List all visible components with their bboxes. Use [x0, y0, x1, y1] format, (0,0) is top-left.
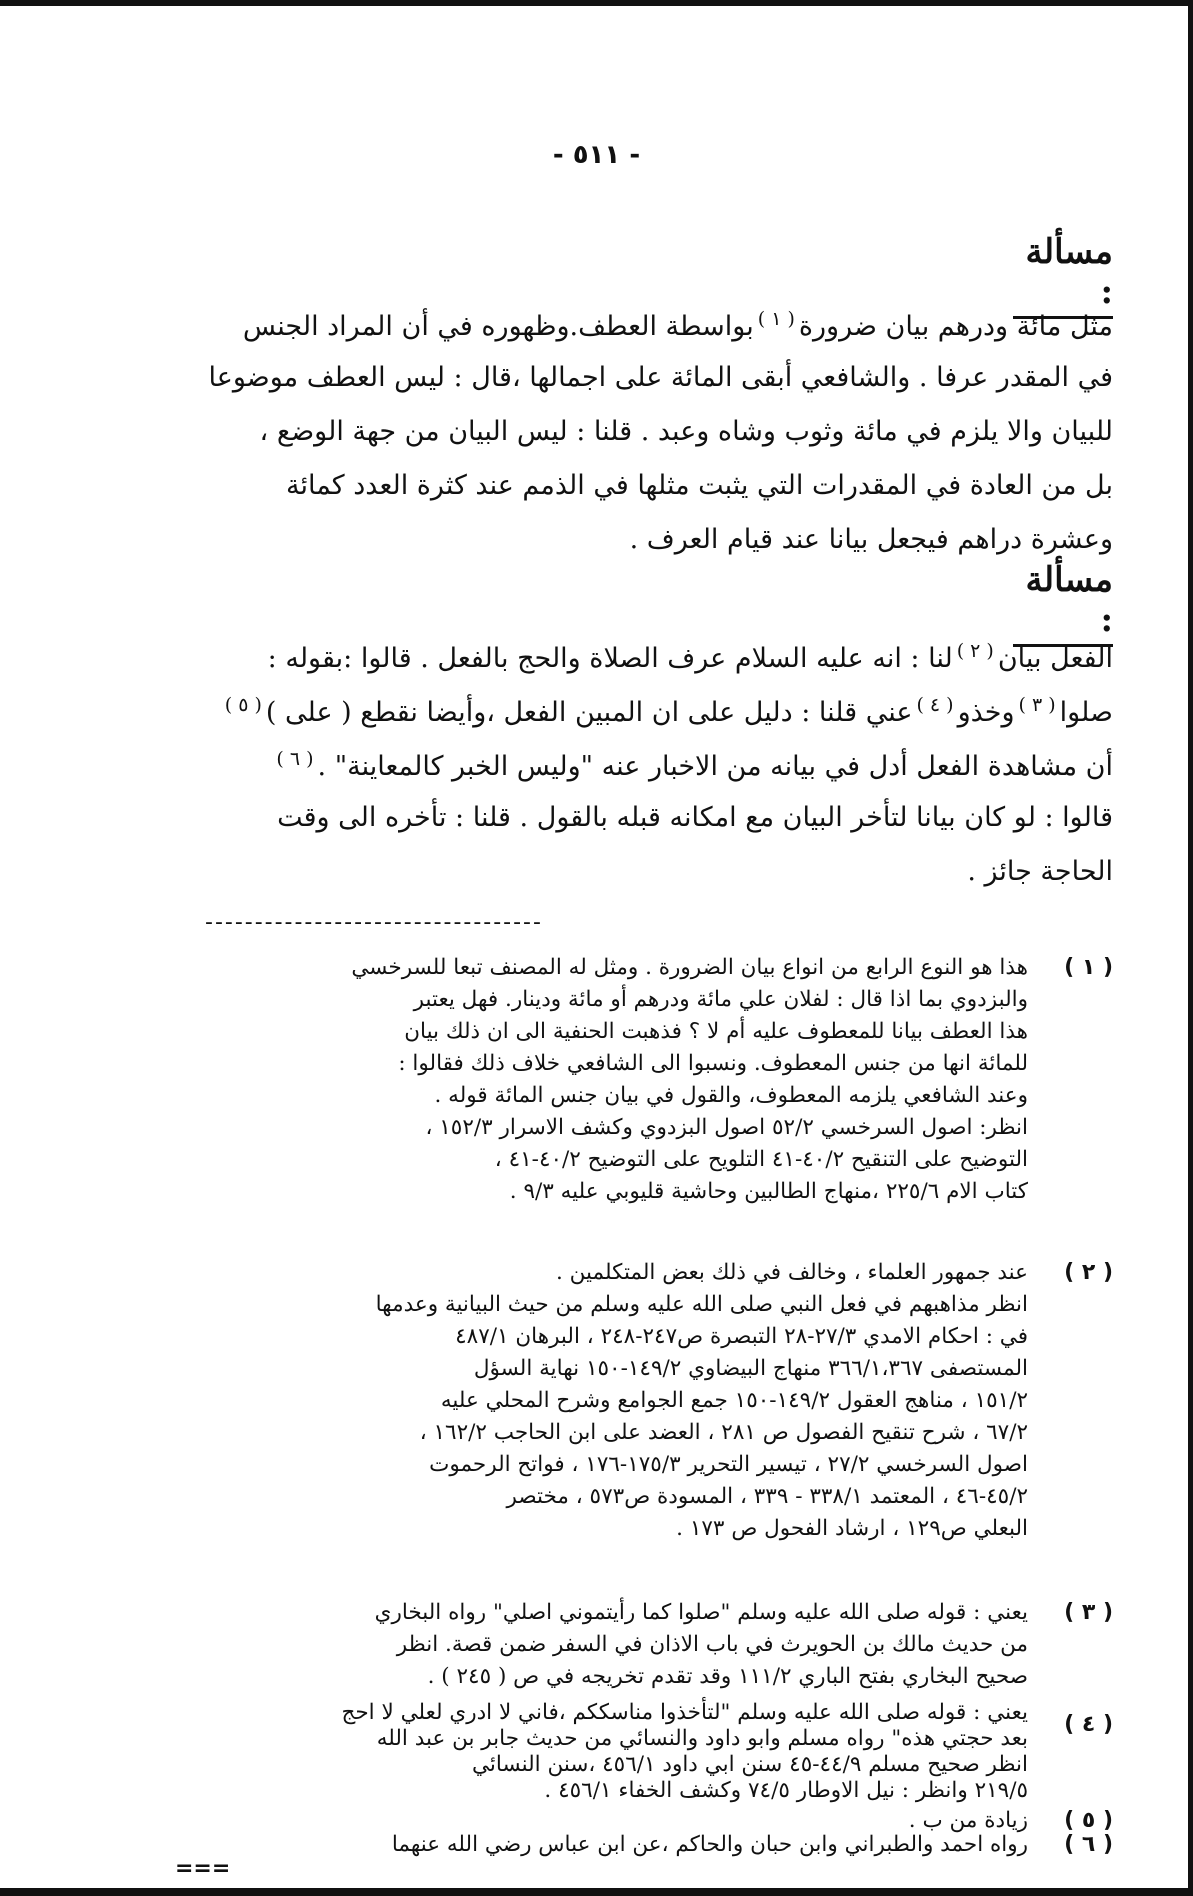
- footnote-number: ( ٢ ): [1064, 1260, 1113, 1285]
- main-text-segment: عني: [865, 697, 913, 728]
- footnote-line: هذا العطف بيانا للمعطوف عليه أم لا ؟ فذهبت الحنفية الى ان ذلك بيان: [404, 1019, 1028, 1044]
- page-number: - ٥١١ -: [552, 140, 641, 170]
- footnote-reference: ( ٥ ): [224, 694, 262, 716]
- footnote-number: ( ٣ ): [1064, 1600, 1113, 1625]
- footnote-number: ( ١ ): [1064, 955, 1113, 980]
- main-text-segment: أن مشاهدة الفعل أدل في بيانه من الاخبار عنه "وليس الخبر كالمعاينة" .: [317, 751, 1113, 782]
- footnote-line: البعلي ص١٢٩ ، ارشاد الفحول ص ١٧٣ .: [676, 1516, 1028, 1541]
- footnote-line: ٦٧/٢ ، شرح تنقيح الفصول ص ٢٨١ ، العضد على ابن الحاجب ١٦٢/٢ ،: [419, 1420, 1028, 1445]
- footnote-line: اصول السرخسي ٢٧/٢ ، تيسير التحرير ١٧٥/٣-١٧٦ ، فواتح الرحموت: [429, 1452, 1028, 1477]
- main-text-line: [113, 748, 1113, 782]
- main-text-segment: الفعل بيان: [997, 643, 1113, 674]
- main-text-segment: قلنا : دليل على ان المبين الفعل ،وأيضا نقطع ( على ): [265, 697, 858, 728]
- scan-border-bottom: [0, 1888, 1193, 1896]
- footnote-reference: ( ٦ ): [276, 748, 314, 770]
- footnote-number: ( ٥ ): [1064, 1808, 1113, 1833]
- footnote-line: انظر مذاهبهم في فعل النبي صلى الله عليه وسلم من حيث البيانية وعدمها: [375, 1292, 1028, 1317]
- main-text-line: [113, 640, 1113, 674]
- main-text-segment: وخذو: [957, 697, 1015, 728]
- footnote-line: يعني : قوله صلى الله عليه وسلم "صلوا كما رأيتموني اصلي" رواه البخاري: [374, 1600, 1028, 1625]
- main-text-segment: بواسطة العطف.وظهوره في أن المراد الجنس: [242, 311, 754, 342]
- footnote-line: من حديث مالك بن الحويرث في باب الاذان في السفر ضمن قصة. انظر: [396, 1632, 1028, 1657]
- scan-border-right: [1188, 0, 1193, 1896]
- main-text-line: للبيان والا يلزم في مائة وثوب وشاه وعبد . قلنا : ليس البيان من جهة الوضع ،: [259, 416, 1113, 447]
- footnote-line: انظر: اصول السرخسي ٥٢/٢ اصول البزدوي وكشف الاسرار ١٥٢/٣ ،: [425, 1115, 1028, 1140]
- footnote-line: زيادة من ب .: [908, 1808, 1028, 1833]
- main-text-segment: مثل مائة ودرهم بيان ضرورة: [798, 311, 1113, 342]
- footnote-line: وعند الشافعي يلزمه المعطوف، والقول في بيان جنس المائة قوله .: [434, 1083, 1028, 1108]
- footnote-line: بعد حجتي هذه" رواه مسلم وابو داود والنسائي من حديث جابر بن عبد الله: [376, 1726, 1028, 1751]
- main-text-segment: صلوا: [1059, 697, 1113, 728]
- scan-border-top: [0, 0, 1193, 6]
- main-text-line: [113, 308, 1113, 342]
- footnote-line: المستصفى ٣٦٦/١،٣٦٧ منهاج البيضاوي ١٤٩/٢-١٥٠ نهاية السؤل: [473, 1356, 1028, 1381]
- footnote-line: انظر صحيح مسلم ٤٤/٩-٤٥ سنن ابي داود ٤٥٦/١ ،سنن النسائي: [471, 1752, 1028, 1777]
- footnote-reference: ( ١ ): [757, 308, 795, 330]
- footnote-line: في : احكام الامدي ٢٧/٣-٢٨ التبصرة ص٢٤٧-٢٤٨ ، البرهان ٤٨٧/١: [455, 1324, 1028, 1349]
- footnote-line: ١٥١/٢ ، مناهج العقول ١٤٩/٢-١٥٠ جمع الجوامع وشرح المحلي عليه: [440, 1388, 1028, 1413]
- footnote-reference: ( ٤ ): [916, 694, 954, 716]
- main-text-segment: لنا : انه عليه السلام عرف الصلاة والحج بالفعل . قالوا :بقوله :: [267, 643, 953, 674]
- footnote-line: هذا هو النوع الرابع من انواع بيان الضرورة . ومثل له المصنف تبعا للسرخسي: [351, 955, 1028, 980]
- main-text-line: [113, 694, 1113, 728]
- footnote-line: للمائة انها من جنس المعطوف. ونسبوا الى الشافعي خلاف ذلك فقالوا :: [398, 1051, 1028, 1076]
- footnote-line: صحيح البخاري بفتح الباري ١١١/٢ وقد تقدم تخريجه في ص ( ٢٤٥ ) .: [427, 1664, 1028, 1689]
- footnote-number: ( ٤ ): [1064, 1712, 1113, 1737]
- footnote-line: التوضيح على التنقيح ٤٠/٢-٤١ التلويح على التوضيح ٤٠/٢-٤١ ،: [494, 1147, 1028, 1172]
- footnote-line: ٢١٩/٥ وانظر : نيل الاوطار ٧٤/٥ وكشف الخفاء ٤٥٦/١ .: [544, 1778, 1028, 1803]
- section-heading-2: مسألة :: [1013, 560, 1113, 647]
- main-text-line: بل من العادة في المقدرات التي يثبت مثلها في الذمم عند كثرة العدد كمائة: [285, 470, 1113, 501]
- footnote-line: يعني : قوله صلى الله عليه وسلم "لتأخذوا مناسككم ،فاني لا ادري لعلي لا احج: [341, 1700, 1028, 1725]
- footnote-line: والبزدوي بما اذا قال : لفلان علي مائة ودرهم أو مائة ودينار. فهل يعتبر: [413, 987, 1028, 1012]
- footnote-reference: ( ٢ ): [956, 640, 994, 662]
- section-heading-1: مسألة :: [1013, 232, 1113, 319]
- footnote-number: ( ٦ ): [1064, 1832, 1113, 1857]
- footnote-reference: ( ٣ ): [1018, 694, 1056, 716]
- footnote-separator: ----------------------------------: [205, 910, 543, 935]
- footnote-line: ٤٥/٢-٤٦ ، المعتمد ٣٣٨/١ - ٣٣٩ ، المسودة ص٥٧٣ ، مختصر: [506, 1484, 1028, 1509]
- main-text-line: في المقدر عرفا . والشافعي أبقى المائة على اجمالها ،قال : ليس العطف موضوعا: [208, 362, 1113, 393]
- main-text-line: وعشرة دراهم فيجعل بيانا عند قيام العرف .: [629, 524, 1113, 555]
- footnote-line: رواه احمد والطبراني وابن حبان والحاكم ،عن ابن عباس رضي الله عنهما: [391, 1832, 1028, 1857]
- footnote-line: كتاب الام ٢٢٥/٦ ،منهاج الطالبين وحاشية قليوبي عليه ٩/٣ .: [509, 1179, 1028, 1204]
- end-mark: ===: [175, 1856, 231, 1881]
- main-text-line: قالوا : لو كان بيانا لتأخر البيان مع امكانه قبله بالقول . قلنا : تأخره الى وقت: [277, 802, 1113, 833]
- main-text-line: الحاجة جائز .: [967, 856, 1113, 887]
- footnote-line: عند جمهور العلماء ، وخالف في ذلك بعض المتكلمين .: [556, 1260, 1028, 1285]
